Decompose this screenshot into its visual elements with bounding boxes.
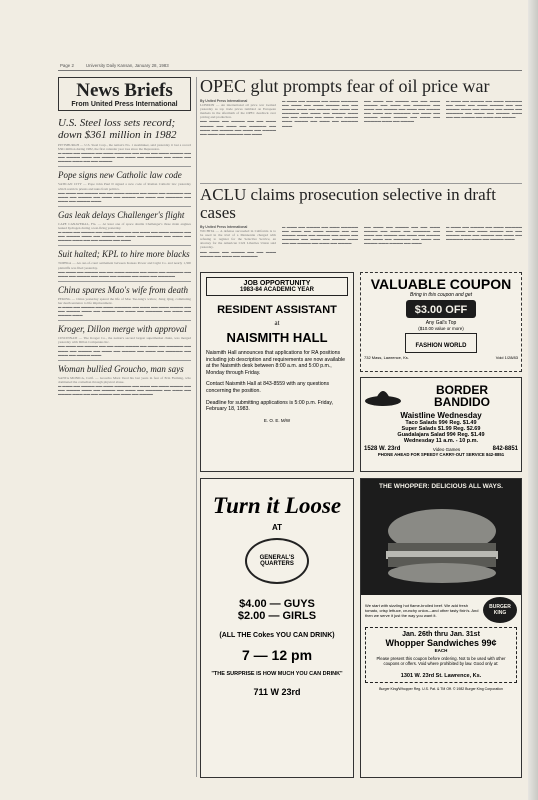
event-time: 7 — 12 pm [241, 647, 313, 663]
brief-headline: Gas leak delays Challenger's flight [58, 209, 185, 220]
opec-story [200, 77, 522, 182]
opec-body-filler: ▬ ▬▬▬ ▬▬ ▬▬▬▬ ▬▬ ▬▬▬ ▬▬▬▬▬ ▬▬ ▬▬▬ ▬▬ ▬▬▬ ▬▬▬▬ ▬▬ ▬▬ ▬▬▬▬ ▬▬▬ ▬▬ ▬▬▬▬ ▬▬ ▬▬▬ ▬▬ ▬▬▬▬▬ ▬▬ ▬▬▬ ▬▬ ▬▬▬▬ ▬▬▬ ▬▬ ▬▬ ▬▬▬▬ ▬▬ ▬▬▬ ▬▬ ▬▬▬▬ [446, 99, 522, 120]
brief-body-filler: ▬▬ ▬▬▬ ▬▬ ▬▬▬▬ ▬▬ ▬▬ ▬▬▬ ▬▬▬▬ ▬▬ ▬▬▬ ▬▬ ▬▬▬▬▬ ▬▬ ▬▬▬ ▬▬ ▬▬▬▬ ▬▬ ▬▬▬ ▬▬ ▬▬▬▬ ▬▬ ▬▬▬ ▬▬ ▬▬▬▬▬ ▬▬ ▬▬▬ ▬▬ ▬▬▬▬ ▬▬▬ [58, 344, 191, 357]
whopper-each: EACH [434, 648, 448, 653]
bandido-sub: Waistline Wednesday [400, 411, 482, 420]
bandido-item: Taco Salads 99¢ Reg. $1.49 [405, 420, 477, 426]
bandido-games: Video Games [432, 446, 461, 452]
valuable-coupon-ad [360, 272, 522, 372]
brief-body: CAPE CANAVERAL, Fla. — At least one of space shuttle Challenger's three main engines leaked hydrogen during a test-firing yesterday. [58, 221, 191, 231]
column-divider [196, 77, 197, 777]
paper-name: University Daily Kansan, January 28, 1983 [85, 63, 169, 68]
coupon-expires: Void 1/28/83 [495, 355, 518, 360]
bandido-title1: BORDER [435, 383, 488, 397]
aclu-body-filler: ▬▬ ▬▬▬ ▬▬ ▬▬▬▬ ▬▬ ▬▬ ▬▬▬ ▬▬▬▬ ▬▬ ▬▬▬ ▬▬ ▬▬▬▬▬ ▬▬ ▬▬▬ ▬▬ ▬▬▬▬ ▬▬ ▬▬▬ ▬▬ ▬▬▬▬ ▬▬ ▬▬▬ ▬▬ ▬▬▬▬▬ ▬▬ ▬▬▬ ▬▬ ▬▬▬▬ ▬▬▬ ▬▬▬▬ ▬▬ ▬▬▬ [364, 225, 440, 246]
page-edge [528, 0, 538, 800]
venue-name-2: QUARTERS [260, 561, 294, 567]
brief-headline: Kroger, Dillon merge with approval [58, 324, 187, 335]
price-girls: $2.00 — GIRLS [237, 610, 317, 622]
aclu-byline: By United Press International [200, 225, 248, 229]
news-briefs-column [58, 77, 191, 777]
brief-body-filler: ▬▬ ▬▬▬ ▬▬ ▬▬▬▬ ▬▬ ▬▬ ▬▬▬ ▬▬▬▬ ▬▬ ▬▬▬ ▬▬ ▬▬▬▬▬ ▬▬ ▬▬▬ ▬▬ ▬▬▬▬ ▬▬ ▬▬▬ ▬▬ ▬▬▬▬ ▬▬ ▬▬▬ ▬▬ ▬▬▬▬▬ [58, 269, 191, 278]
job-ad-body: Naismith Hall announces that applications for RA positions including job description and requirements are now available at the Naismith desk between 8:00 a.m. and 5:00 p.m., Monday through Friday. [206, 350, 345, 376]
coupon-line1: Bring in this coupon and get [410, 292, 472, 298]
venue-address: 711 W 23rd [253, 687, 301, 697]
aclu-headline: ACLU claims prosecution selective in draft cases [200, 186, 496, 222]
brief-body-filler: ▬ ▬▬▬ ▬▬ ▬▬▬▬ ▬▬ ▬▬▬ ▬▬▬▬▬ ▬▬ ▬▬▬ ▬▬ ▬▬▬ ▬▬▬▬ ▬▬ ▬▬ ▬▬▬▬ ▬▬▬ ▬▬ ▬▬▬▬ ▬▬ ▬▬▬ ▬▬ ▬▬▬▬▬ ▬▬ ▬▬▬ ▬▬ ▬▬▬▬ ▬▬▬ ▬▬ ▬▬ ▬▬▬▬ [58, 151, 191, 164]
brief-headline: China spares Mao's wife from death [58, 284, 189, 295]
whopper-burger-icon [361, 493, 522, 593]
coupon-line3: ($10.00 value or more) [418, 326, 464, 331]
whopper-note: Please present this coupon before ordering. Not to be used with other coupons or offers. Void where prohibited by law. Good only at: [376, 656, 506, 667]
news-briefs-banner [58, 77, 191, 111]
news-briefs-subtitle: From United Press International [71, 101, 178, 108]
aclu-body-filler: ▬ ▬▬▬ ▬▬ ▬▬▬▬ ▬▬ ▬▬▬ ▬▬▬▬▬ ▬▬ ▬▬▬ ▬▬ ▬▬▬ ▬▬▬▬ ▬▬ ▬▬ ▬▬▬▬ ▬▬▬ ▬▬ ▬▬▬▬ ▬▬ ▬▬▬ ▬▬ ▬▬▬▬▬ ▬▬ ▬▬▬ ▬▬ ▬▬▬▬ ▬▬▬ ▬▬ ▬▬ ▬▬▬▬ ▬▬ ▬▬▬ ▬▬ ▬▬▬▬ [282, 225, 358, 246]
brief-body: PITTSBURGH — U.S. Steel Corp., the nation's No. 1 steelmaker, said yesterday it lost a record $361 million during 1982, the first calendar year loss since the Depression. [58, 143, 191, 152]
bandido-title2: BANDIDO [434, 395, 490, 409]
coupon-store: FASHION WORLD [415, 343, 467, 349]
page-number: Page 2 [60, 63, 74, 68]
opec-body-filler: ▬▬ ▬▬▬ ▬▬ ▬▬▬▬ ▬▬ ▬▬ ▬▬▬ ▬▬▬▬ ▬▬ ▬▬▬ ▬▬ ▬▬▬▬▬ ▬▬ ▬▬▬ ▬▬ ▬▬▬▬ ▬▬ ▬▬▬ ▬▬ ▬▬▬▬ ▬▬ ▬▬▬ ▬▬ ▬▬▬▬▬ ▬▬ ▬▬▬ [200, 119, 276, 136]
whopper-coupon [365, 627, 517, 683]
whopper-headline: THE WHOPPER: DELICIOUS ALL WAYS. [379, 483, 503, 490]
generals-quarters-logo [245, 538, 309, 584]
turn-it-loose-ad [200, 478, 354, 778]
opec-body-filler: ▬ ▬▬▬ ▬▬ ▬▬▬▬ ▬▬ ▬▬▬ ▬▬▬▬▬ ▬▬ ▬▬▬ ▬▬ ▬▬▬ ▬▬▬▬ ▬▬ ▬▬ ▬▬▬▬ ▬▬▬ ▬▬ ▬▬▬▬ ▬▬ ▬▬▬ ▬▬ ▬▬▬▬▬ ▬▬ ▬▬▬ ▬▬ ▬▬▬▬ ▬▬▬ ▬▬ ▬▬ ▬▬▬▬ ▬▬ ▬▬▬ ▬▬ ▬▬▬▬ ▬▬▬ ▬▬▬▬ ▬▬ ▬▬▬ ▬▬ ▬▬▬▬▬ ▬▬▬ [282, 99, 358, 128]
coupon-store-box [405, 333, 477, 353]
section-rule [200, 183, 522, 184]
opec-headline: OPEC glut prompts fear of oil price war [200, 77, 490, 96]
coupon-amount-box [406, 300, 476, 318]
header-rule [58, 70, 522, 71]
coupon-amount: $3.00 OFF [414, 304, 468, 316]
brief-headline: U.S. Steel loss sets record; down $361 million in 1982 [58, 117, 177, 141]
burger-king-logo [483, 597, 517, 623]
opec-body-filler: ▬▬ ▬▬▬ ▬▬ ▬▬▬▬ ▬▬ ▬▬ ▬▬▬ ▬▬▬▬ ▬▬ ▬▬▬ ▬▬ ▬▬▬▬▬ ▬▬ ▬▬▬ ▬▬ ▬▬▬▬ ▬▬ ▬▬▬ ▬▬ ▬▬▬▬ ▬▬ ▬▬▬ ▬▬ ▬▬▬▬▬ ▬▬ ▬▬▬ ▬▬ ▬▬▬▬ ▬▬▬ ▬▬▬▬ ▬▬ ▬▬▬ ▬▬ ▬▬▬▬▬ ▬▬▬ ▬▬ ▬▬▬▬ [364, 99, 440, 124]
brief-headline: Woman bullied Groucho, man says [58, 363, 184, 374]
job-ad-footer: E. O. E. M/W [263, 417, 291, 423]
news-briefs-title: News Briefs [76, 80, 173, 101]
bandido-phone: 842-8851 [492, 446, 518, 452]
job-ad-title2: NAISMITH HALL [226, 330, 328, 345]
whopper-offer: Whopper Sandwiches 99¢ [385, 638, 497, 648]
job-ad-line1: JOB OPPORTUNITY [243, 280, 311, 287]
brief-body: PEKING — China yesterday spared the life of Mao Tse-tung's widow, Jiang Qing, commuting her death sentence to life imprisonment. [58, 296, 191, 305]
burger-king-brand: BURGER KING [489, 604, 511, 616]
coupon-line2: Any Gal's Top [425, 320, 457, 326]
bandido-phone-ahead: PHONE AHEAD FOR SPEEDY CARRY-OUT SERVICE 842-8851 [377, 452, 505, 457]
coupon-title: VALUABLE COUPON [370, 276, 512, 292]
aclu-body-filler: ▬ ▬▬▬ ▬▬ ▬▬▬▬ ▬▬ ▬▬▬ ▬▬▬▬▬ ▬▬ ▬▬▬ ▬▬ ▬▬▬ ▬▬▬▬ ▬▬ ▬▬ ▬▬▬▬ ▬▬▬ ▬▬ ▬▬▬▬ ▬▬ ▬▬▬ ▬▬ ▬▬▬▬▬ ▬▬ ▬▬▬ ▬▬ ▬▬▬▬ ▬▬▬ [446, 225, 522, 242]
job-ad-deadline: Deadline for submitting applications is 5:00 p.m. Friday, February 18, 1983. [206, 399, 334, 413]
burger-king-fine-print: Burger King/Whopper Reg. U.S. Pat. & TM Off. © 1982 Burger King Corporation [379, 686, 503, 691]
burger-king-ad [360, 478, 522, 778]
whopper-photo-panel [361, 479, 521, 595]
job-opportunity-ad [200, 272, 354, 472]
job-ad-contact: Contact Naismith Hall at 843-8559 with any questions concerning the position. [206, 381, 330, 394]
sombrero-icon [364, 381, 402, 411]
turn-it-loose-at: AT [271, 523, 283, 532]
border-bandido-ad [360, 377, 522, 472]
turn-it-loose-title: Turn it Loose [212, 493, 342, 518]
bandido-item: Super Salads $1.99 Reg. $2.69 [401, 426, 481, 432]
venue-name-1: GENERAL'S [259, 555, 295, 561]
opec-byline: By United Press International [200, 99, 248, 103]
drink-line: (ALL THE Cokes YOU CAN DRINK) [219, 632, 335, 639]
whopper-location: 1301 W. 23rd St. Lawrence, Ks. [400, 672, 482, 679]
aclu-story [200, 186, 522, 268]
job-ad-at: at [274, 319, 280, 327]
page-header [60, 63, 520, 68]
brief-body-filler: ▬ ▬▬▬ ▬▬ ▬▬▬▬ ▬▬ ▬▬▬ ▬▬▬▬▬ ▬▬ ▬▬▬ ▬▬ ▬▬▬ ▬▬▬▬ ▬▬ ▬▬ ▬▬▬▬ ▬▬▬ ▬▬ ▬▬▬▬ ▬▬ ▬▬▬ ▬▬ ▬▬▬▬▬ ▬▬ ▬▬▬ ▬▬ ▬▬▬▬ ▬▬▬ ▬▬ ▬▬ ▬▬▬▬ ▬▬ ▬▬▬ ▬▬ ▬▬▬▬ [58, 383, 191, 397]
brief-headline: Pope signs new Catholic law code [58, 170, 182, 181]
brief-body-filler: ▬ ▬▬▬ ▬▬ ▬▬▬▬ ▬▬ ▬▬▬ ▬▬▬▬▬ ▬▬ ▬▬▬ ▬▬ ▬▬▬ ▬▬▬▬ ▬▬ ▬▬ ▬▬▬▬ ▬▬▬ ▬▬ ▬▬▬▬ ▬▬ ▬▬▬ ▬▬ ▬▬▬▬▬ ▬▬ ▬▬▬ ▬▬ ▬▬▬▬ ▬▬▬ ▬▬ ▬▬ ▬▬▬▬ ▬▬ ▬▬▬ [58, 230, 191, 243]
bandido-item: Wednesday 11 a.m. - 10 p.m. [403, 438, 479, 444]
brief-body-filler: ▬▬ ▬▬▬ ▬▬ ▬▬▬▬ ▬▬ ▬▬ ▬▬▬ ▬▬▬▬ ▬▬ ▬▬▬ ▬▬ ▬▬▬▬▬ ▬▬ ▬▬▬ ▬▬ ▬▬▬▬ ▬▬ ▬▬▬ ▬▬ ▬▬▬▬ ▬▬ ▬▬▬ ▬▬ ▬▬▬▬▬ ▬▬ ▬▬▬ ▬▬ ▬▬▬▬ ▬▬▬ [58, 190, 191, 203]
job-ad-line2: 1983-84 ACADEMIC YEAR [239, 287, 315, 293]
whopper-dates: Jan. 26th thru Jan. 31st [402, 631, 480, 638]
opec-body: LONDON — An international oil price war loomed yesterday as top trade prices tumbled on European markets in the aftermath of the OPEC deadlock over pricing and production. [200, 103, 276, 120]
slogan: "THE SURPRISE IS HOW MUCH YOU CAN DRINK" [211, 671, 343, 677]
brief-body: VATICAN CITY — Pope John Paul II signed a new code of Roman Catholic law yesterday which restricts priests and nuns from politics. [58, 182, 191, 191]
job-ad-title1: RESIDENT ASSISTANT [217, 304, 337, 316]
brief-headline: Suit halted; KPL to hire more blacks [58, 249, 190, 260]
bandido-item: Guadalajara Salad 99¢ Reg. $1.49 [397, 432, 485, 438]
whopper-small-text: We start with sizzling hot flame-broiled beef. We add fresh tomato, crisp lettuce, crunchy onion—and other tasty fixin's. And then we serve it just the way you want it. [365, 602, 479, 618]
brief-body: CINCINNATI — The Kroger Co., the nation's second largest supermarket chain, was merged yesterday with Dillon Companies Inc. [58, 336, 191, 345]
price-guys: $4.00 — GUYS [239, 598, 315, 610]
coupon-address: 732 Mass, Lawrence, Ks. [364, 355, 409, 360]
brief-body: TOPEKA — An out-of-court settlement between Kansas Power and Light Co. and nearly 1,300 plaintiffs was filed yesterday. [58, 261, 191, 270]
brief-body: SANTA MONICA, Calif. — Groucho Marx lived his last years in fear of Erin Fleming, who dominated the comedian through physical abuse. [58, 375, 191, 384]
aclu-body-filler: ▬▬ ▬▬▬ ▬▬ ▬▬▬▬ ▬▬ ▬▬ ▬▬▬ ▬▬▬▬ ▬▬ ▬▬▬ ▬▬ ▬▬▬▬▬ [200, 249, 276, 258]
aclu-body: WICHITA — A defense succeeded in California is to be used in the trial of a Mennonite charged with refusing to register for the Selective Service, an attorney for the American Civil Liberties Union said yesterday. [200, 229, 276, 250]
bandido-address: 1528 W. 23rd [364, 446, 401, 452]
brief-body-filler: ▬ ▬▬▬ ▬▬ ▬▬▬▬ ▬▬ ▬▬▬ ▬▬▬▬▬ ▬▬ ▬▬▬ ▬▬ ▬▬▬ ▬▬▬▬ ▬▬ ▬▬ ▬▬▬▬ ▬▬▬ ▬▬ ▬▬▬▬ ▬▬ ▬▬▬ ▬▬ ▬▬▬▬▬ ▬▬ ▬▬▬ ▬▬ ▬▬▬▬ ▬▬▬ [58, 304, 191, 318]
